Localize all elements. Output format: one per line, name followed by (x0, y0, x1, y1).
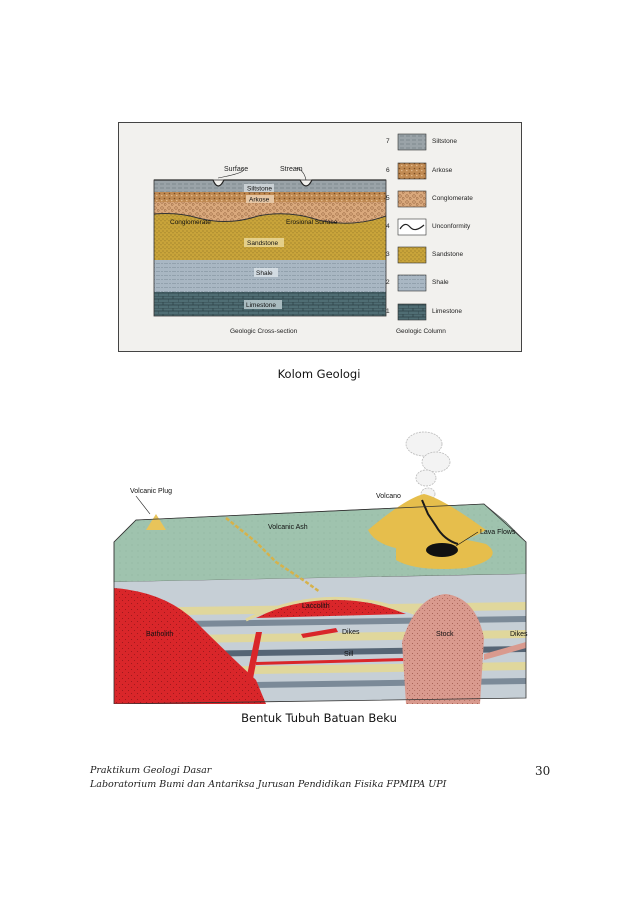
legend-num-2: 2 (386, 279, 390, 286)
lava-flows-label: Lava Flows (480, 529, 516, 536)
legend-label-arkose: Arkose (432, 167, 453, 174)
stream-label: Stream (280, 166, 303, 173)
page-number: 30 (535, 764, 551, 778)
surface-label: Surface (224, 166, 249, 173)
legend-label-shale: Shale (432, 279, 449, 286)
legend-num-3: 3 (386, 251, 390, 258)
sill-label: Sill (344, 651, 354, 658)
legend-label-conglomerate: Conglomerate (432, 195, 473, 202)
legend-swatch-shale (398, 275, 426, 291)
batholith-label: Batholith (146, 631, 174, 638)
legend-swatch-limestone (398, 304, 426, 320)
column-title: Geologic Column (396, 328, 446, 335)
cross-section-title: Geologic Cross-section (230, 328, 298, 335)
stock-label: Stock (436, 631, 454, 638)
footer-line-2: Laboratorium Bumi dan Antariksa Jurusan Pendidikan Fisika FPMIPA UPI (90, 779, 447, 790)
legend-num-6: 6 (386, 167, 390, 174)
arkose-section-label: Arkose (249, 196, 270, 204)
dikes-right-label: Dikes (510, 631, 528, 638)
legend-label-unconformity: Unconformity (432, 223, 471, 230)
conglomerate-section-label: Conglomerate (170, 219, 211, 226)
laccolith-label: Laccolith (302, 603, 330, 610)
volcano-label: Volcano (376, 493, 401, 500)
lava-flow (426, 543, 458, 557)
sandstone-section-label: Sandstone (247, 240, 279, 247)
figure1-caption: Kolom Geologi (277, 367, 361, 381)
legend-num-1: 1 (386, 308, 390, 315)
erosional-surface-label: Erosional Surface (286, 219, 338, 226)
legend-swatch-sandstone (398, 247, 426, 263)
geologic-column-figure (118, 122, 522, 352)
legend-num-5: 5 (386, 195, 390, 202)
legend-num-4: 4 (386, 223, 390, 230)
shale-section-label: Shale (256, 270, 273, 277)
legend-label-sandstone: Sandstone (432, 251, 464, 258)
legend-swatch-siltstone (398, 134, 426, 150)
legend-swatch-arkose (398, 163, 426, 179)
volcanic-plug-label: Volcanic Plug (130, 488, 173, 495)
volcanic-ash-label: Volcanic Ash (268, 524, 308, 531)
limestone-section-label: Limestone (246, 302, 276, 309)
footer-line-1: Praktikum Geologi Dasar (90, 765, 212, 776)
legend-swatch-conglomerate (398, 191, 426, 207)
igneous-bodies-figure (106, 422, 536, 704)
legend-num-7: 7 (386, 138, 390, 145)
legend-label-limestone: Limestone (432, 308, 462, 315)
dikes-left-label: Dikes (342, 629, 360, 636)
legend-label-siltstone: Siltstone (432, 138, 457, 145)
siltstone-section-label: Siltstone (247, 185, 272, 193)
eruption-cloud (406, 432, 450, 500)
figure2-caption: Bentuk Tubuh Batuan Beku (241, 711, 397, 725)
